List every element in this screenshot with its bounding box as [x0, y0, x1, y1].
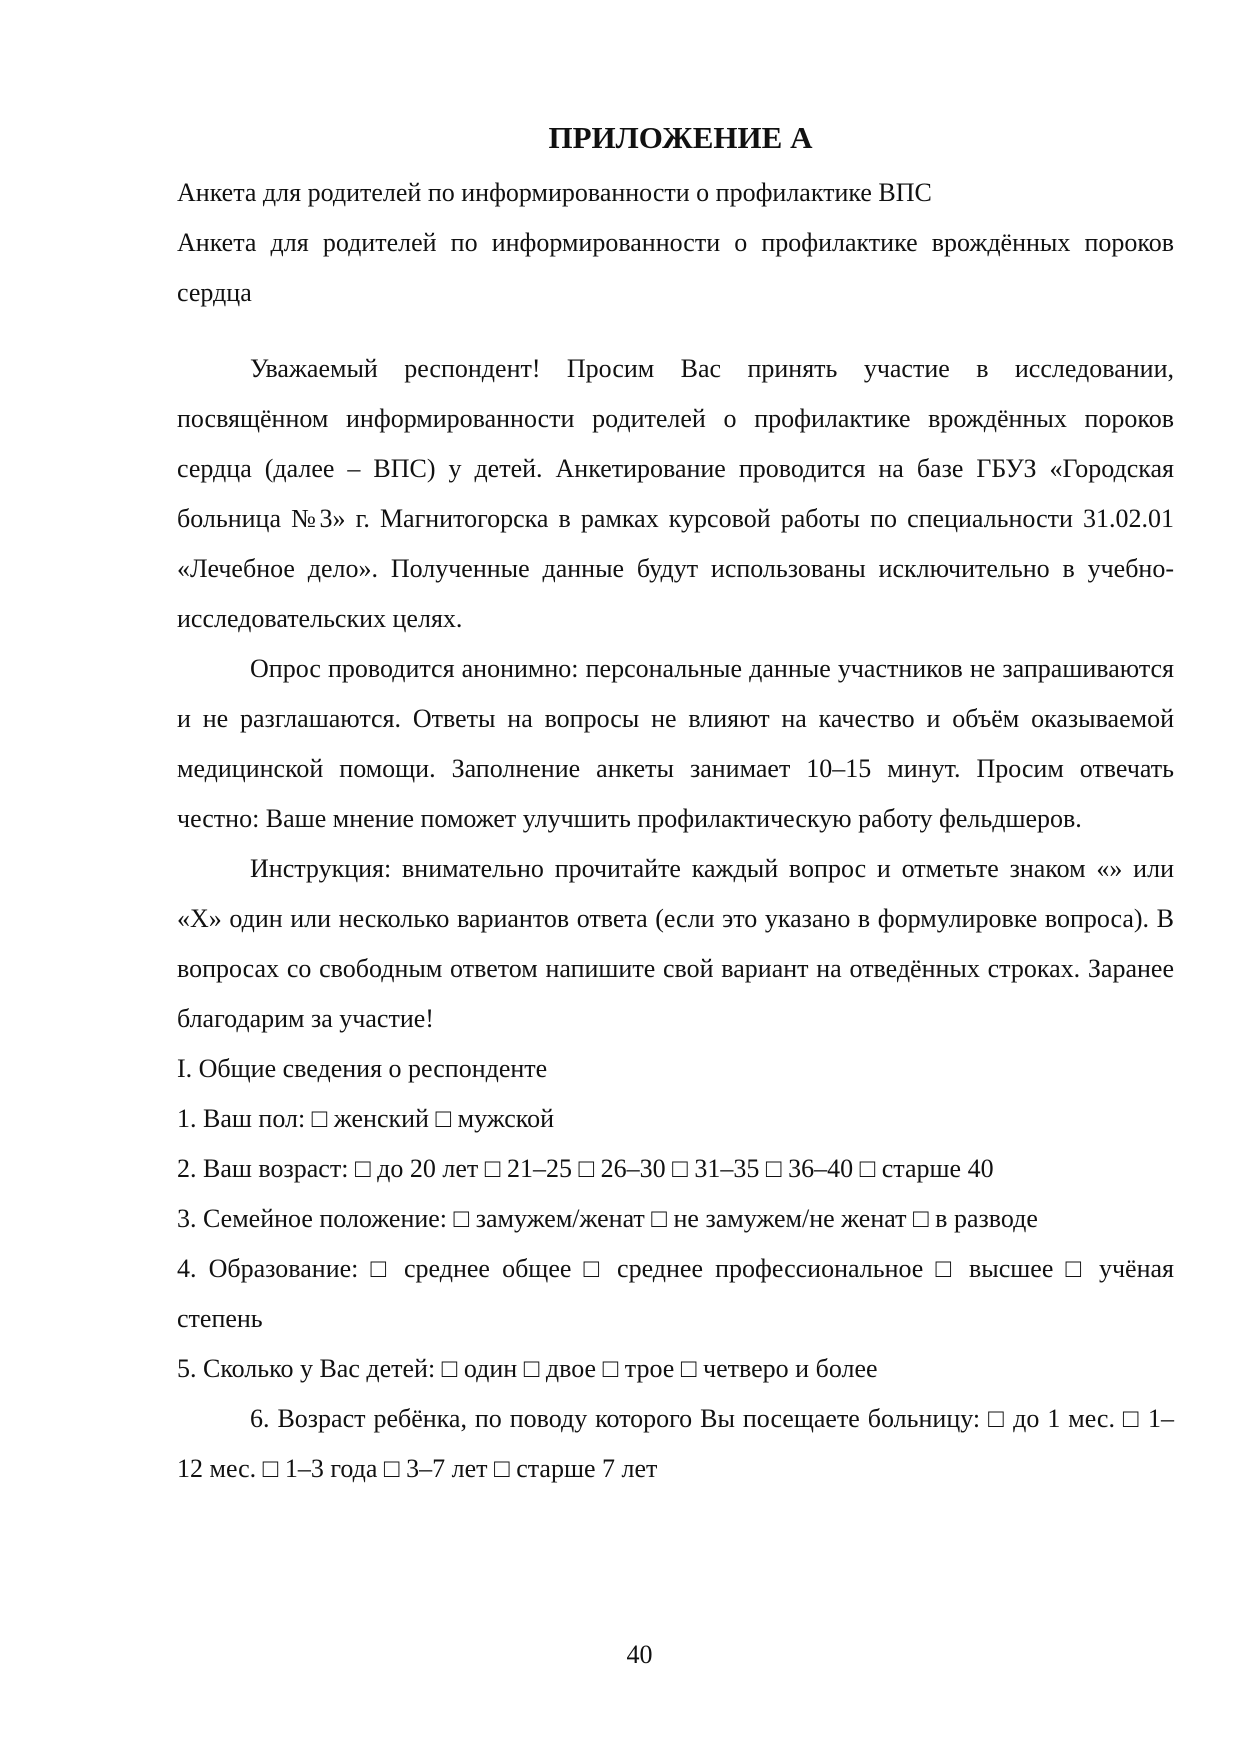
question-child-age: 6. Возраст ребёнка, по поводу которого Вы посещаете больницу: □ до 1 мес. □ 1–12 мес. □ 1–3 года □ 3–7 лет □ старше 7 лет — [177, 1404, 1174, 1483]
section-title: I. Общие сведения о респонденте — [177, 1054, 548, 1083]
spacer — [177, 318, 1174, 344]
appendix-title: ПРИЛОЖЕНИЕ А — [548, 120, 813, 155]
page-number: 40 — [626, 1640, 653, 1669]
anonymity-paragraph: Опрос проводится анонимно: персональные данные участников не запрашиваются и не разглашаются. Ответы на вопросы не влияют на качество и объём оказываемой медицинской помощи. Заполнение анкеты занимает 10–15 минут. Просим отвечать честно: Ваше мнение поможет улучшить профилактическую работу фельдшеров. — [177, 654, 1174, 833]
question-gender: 1. Ваш пол: □ женский □ мужской — [177, 1104, 555, 1133]
questionnaire-heading-short: Анкета для родителей по информированности о профилактике ВПС — [177, 178, 932, 207]
question-education: 4. Образование: □ среднее общее □ среднее профессиональное □ высшее □ учёная степень — [177, 1254, 1174, 1333]
document-page — [177, 112, 1174, 1494]
intro-paragraph: Уважаемый респондент! Просим Вас принять участие в исследовании, посвящённом информированности родителей о профилактике врождённых пороков сердца (далее – ВПС) у детей. Анкетирование проводится на базе ГБУЗ «Городская больница №3» г. Магнитогорска в рамках курсовой работы по специальности 31.02.01 «Лечебное дело». Полученные данные будут использованы исключительно в учебно-исследовательских целях. — [177, 354, 1174, 633]
questionnaire-heading-full: Анкета для родителей по информированности о профилактике врождённых пороков сердца — [177, 228, 1174, 307]
question-age: 2. Ваш возраст: □ до 20 лет □ 21–25 □ 26–30 □ 31–35 □ 36–40 □ старше 40 — [177, 1154, 994, 1183]
instruction-paragraph: Инструкция: внимательно прочитайте каждый вопрос и отметьте знаком «» или «Х» один или несколько вариантов ответа (если это указано в формулировке вопроса). В вопросах со свободным ответом напишите свой вариант на отведённых строках. Заранее благодарим за участие! — [177, 854, 1174, 1033]
question-marital-status: 3. Семейное положение: □ замужем/женат □ не замужем/не женат □ в разводе — [177, 1204, 1038, 1233]
question-children-count: 5. Сколько у Вас детей: □ один □ двое □ трое □ четверо и более — [177, 1354, 878, 1383]
